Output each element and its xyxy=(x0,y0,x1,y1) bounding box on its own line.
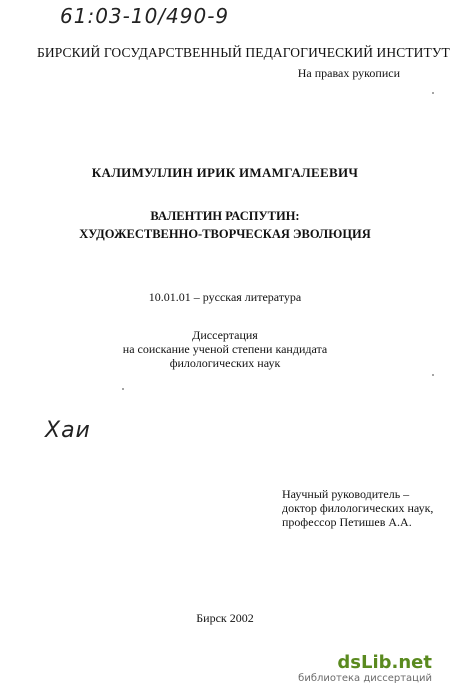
manuscript-note: На правах рукописи xyxy=(297,66,400,80)
watermark-subtitle: библиотека диссертаций xyxy=(298,673,432,684)
scan-speck xyxy=(432,92,434,94)
institute-name: БИРСКИЙ ГОСУДАРСТВЕННЫЙ ПЕДАГОГИЧЕСКИЙ ИНСТИТУТ xyxy=(37,45,450,60)
scan-speck xyxy=(432,374,434,376)
dissertation-line-3: филологических наук xyxy=(169,356,281,370)
dissertation-line-1: Диссертация xyxy=(192,328,258,342)
supervisor-line-1: Научный руководитель – xyxy=(282,487,410,501)
supervisor-line-3: профессор Петишев А.А. xyxy=(282,515,412,529)
city-year: Бирск 2002 xyxy=(196,611,254,625)
supervisor-line-2: доктор филологических наук, xyxy=(282,501,434,515)
watermark-logo: dsLib.net xyxy=(337,652,432,673)
scan-speck xyxy=(122,388,124,390)
handwritten-signature: Хаи xyxy=(45,418,91,443)
title-line-1: ВАЛЕНТИН РАСПУТИН: xyxy=(150,209,300,223)
dissertation-line-2: на соискание ученой степени кандидата xyxy=(122,342,328,356)
specialty-code: 10.01.01 – русская литература xyxy=(148,290,302,304)
title-line-2: ХУДОЖЕСТВЕННО-ТВОРЧЕСКАЯ ЭВОЛЮЦИЯ xyxy=(79,227,371,241)
watermark xyxy=(298,653,432,685)
handwritten-shelf-mark: 61:03-10/490-9 xyxy=(60,4,230,28)
author-name: КАЛИМУЛЛИН ИРИК ИМАМГАЛЕЕВИЧ xyxy=(91,165,359,180)
